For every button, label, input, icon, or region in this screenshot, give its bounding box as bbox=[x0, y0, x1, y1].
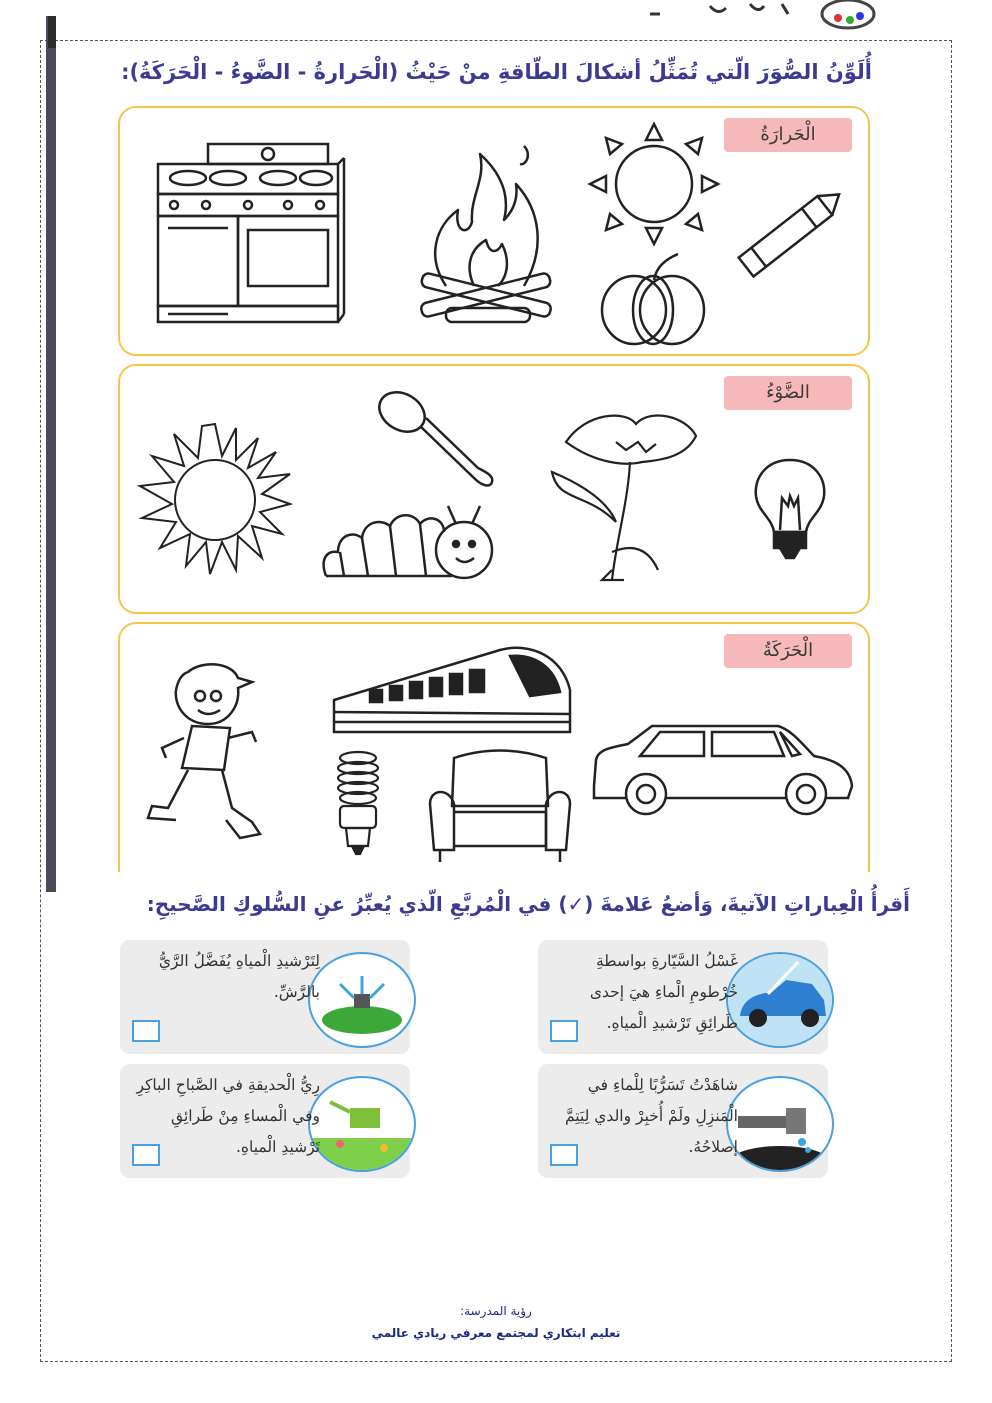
check-box-4[interactable] bbox=[132, 1144, 160, 1166]
statement-text-1: غَسْلُ السَّيّارةِ بواسطةِ خُرْطومِ الْماءِ هيَ إحدى طَرائِقِ تَرْشيدِ الْمياهِ. bbox=[589, 952, 738, 1032]
section2-instruction: أَقرأُ الْعِباراتِ الآتيةَ، وَأضعُ عَلامةَ (✓) في الْمُربَّعِ الّذي يُعبِّرُ عنِ السُّلوكِ الصَّحيحِ: bbox=[146, 892, 910, 916]
watering-can-icon bbox=[308, 1076, 416, 1172]
campfire-icon[interactable] bbox=[406, 136, 566, 336]
flower-icon[interactable] bbox=[546, 402, 702, 582]
statement-text-2: لِتَرْشيدِ الْمياهِ يُفَضَّلُ الرَّيُّ بالرَّشِّ. bbox=[158, 952, 320, 1001]
panel-light-label: الضَّوْءُ bbox=[724, 376, 852, 410]
statement-card-4 bbox=[120, 1064, 410, 1178]
lightbulb-icon[interactable] bbox=[750, 454, 830, 562]
check-box-1[interactable] bbox=[550, 1020, 578, 1042]
statement-card-1 bbox=[538, 940, 828, 1054]
armchair-icon[interactable] bbox=[424, 746, 576, 866]
energy-saving-bulb-icon[interactable] bbox=[326, 750, 390, 858]
sprinkler-icon bbox=[308, 952, 416, 1048]
check-box-3[interactable] bbox=[550, 1144, 578, 1166]
panel-heat bbox=[118, 106, 870, 356]
running-boy-icon[interactable] bbox=[142, 658, 282, 848]
statement-text-4: رِيُّ الْحديقةِ في الصَّباحِ الباكِرِ وفي الْمساءِ مِنْ طَرائِقِ تَرْشيدِ الْمياهِ. bbox=[136, 1076, 320, 1156]
sun-rays-icon[interactable] bbox=[136, 420, 294, 580]
stove-icon[interactable] bbox=[138, 138, 346, 328]
section1-instruction: أُلَوِّنُ الصُّوَرَ الّتي تُمَثِّلُ أشكالَ الطّاقةِ منْ حَيْثُ (الْحَرارةُ - الضَّوءُ - الْحَرَكَةُ): bbox=[121, 60, 872, 84]
statement-text-3: شاهَدْتُ تَسَرُّبًا لِلْماءِ في الْمَنزِلِ ولَمْ أُخبِرْ والدي لِيَتِمَّ إصلاحُهُ. bbox=[564, 1076, 738, 1156]
panel-motion bbox=[118, 622, 870, 872]
check-box-2[interactable] bbox=[132, 1020, 160, 1042]
left-margin-bar bbox=[46, 16, 56, 892]
train-icon[interactable] bbox=[330, 636, 574, 746]
sun-icon[interactable] bbox=[584, 120, 724, 248]
left-margin-bar-top bbox=[48, 16, 56, 48]
car-icon[interactable] bbox=[588, 720, 856, 820]
car-wash-icon bbox=[726, 952, 834, 1048]
panel-light bbox=[118, 364, 870, 614]
pumpkin-icon[interactable] bbox=[594, 252, 712, 348]
footer-vision-label: رؤية المدرسة: bbox=[460, 1304, 532, 1318]
crayon-icon[interactable] bbox=[724, 174, 858, 290]
panel-heat-label: الْحَرارَةُ bbox=[724, 118, 852, 152]
spoon-icon[interactable] bbox=[370, 388, 498, 498]
footer-vision-text: تعليم ابتكاري لمجتمع معرفي ريادي عالمي bbox=[371, 1326, 621, 1340]
header-fragment bbox=[640, 0, 880, 30]
caterpillar-icon[interactable] bbox=[316, 502, 498, 586]
leaking-tap-icon bbox=[726, 1076, 834, 1172]
statement-card-3 bbox=[538, 1064, 828, 1178]
statement-card-2 bbox=[120, 940, 410, 1054]
panel-motion-label: الْحَرَكَةُ bbox=[724, 634, 852, 668]
